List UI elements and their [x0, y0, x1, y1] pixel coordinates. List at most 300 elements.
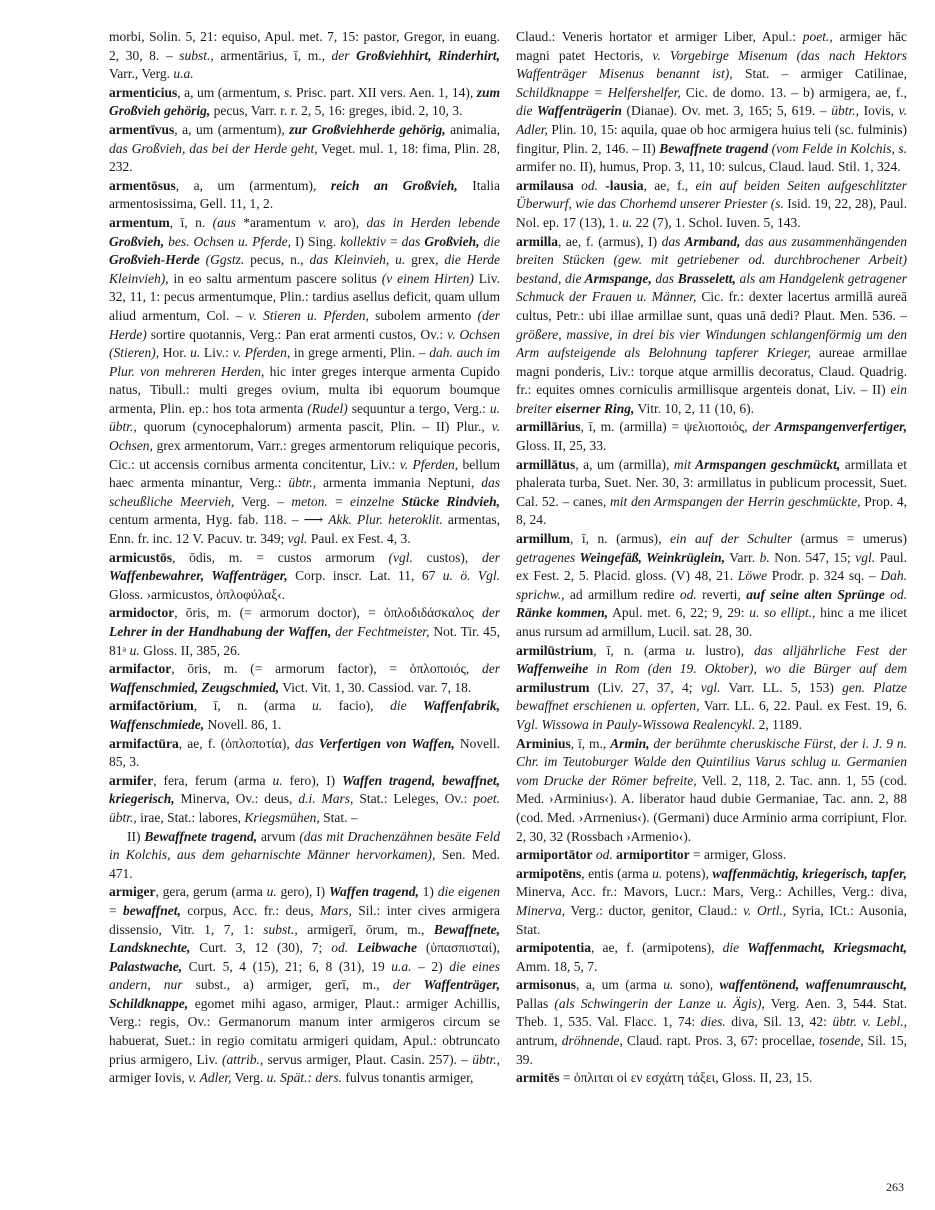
entry-text: u.	[190, 345, 201, 361]
entry-text: Verg. –	[234, 493, 292, 509]
entry-text: centum armenta, Hyg. fab. 118. – ⟶	[109, 512, 329, 528]
dictionary-entry	[109, 28, 500, 84]
entry-text: die eines andern, nur	[109, 958, 500, 993]
entry-text: , ōris, m. (= armorum doctor), = ὁπλοδιδάσκαλος	[174, 605, 482, 621]
entry-text: kollektiv	[340, 233, 386, 249]
entry-text: poet. übtr.,	[109, 791, 500, 825]
entry-text: u.	[312, 698, 323, 714]
entry-text: zum Großvieh gehörig,	[109, 84, 500, 119]
dictionary-entry	[516, 1069, 907, 1088]
entry-headword: armipotentia	[516, 940, 591, 956]
page-number: 263	[886, 1180, 904, 1194]
entry-text: die eigenen	[437, 884, 500, 900]
entry-text: poet.,	[802, 29, 833, 44]
entry-text: u.	[129, 642, 140, 658]
entry-text: Varr. LL. 6, 22. Paul. ex Fest. 19, 6.	[699, 698, 907, 714]
entry-text: lustro),	[695, 642, 755, 658]
entry-text: vgl.	[287, 531, 308, 547]
entry-text: , a, um (arma	[576, 977, 664, 993]
entry-text: getragenes	[516, 549, 576, 565]
entry-text: quorum (cynocephalorum) armenta pascit, Plin. – II) Plur.,	[136, 419, 492, 435]
entry-headword: armicustōs	[109, 549, 172, 565]
entry-text: , ae, f. (armus), I)	[558, 233, 662, 249]
entry-text: das Kleinvieh, u.	[309, 252, 406, 268]
entry-text: v. Vorgebirge Misenum (das nach Hektors Waffenträger Misenus benannt ist),	[516, 47, 907, 82]
entry-text: v. Ochsen,	[109, 419, 500, 454]
entry-text: übtr.,	[831, 103, 860, 119]
entry-text: , fera, ferum (arma	[153, 772, 273, 788]
entry-text: ein auf der Schulter	[669, 531, 793, 547]
entry-text: der	[392, 977, 411, 993]
entry-text: facio),	[322, 698, 391, 714]
entry-headword: armentīvus	[109, 121, 175, 137]
entry-text: Großvieh,	[109, 233, 165, 249]
entry-text: u. ö. Vgl.	[442, 568, 500, 584]
entry-text: die	[390, 698, 407, 714]
entry-text: die	[722, 940, 740, 956]
entry-text: (vom Felde in Kolchis, s.	[768, 140, 907, 156]
entry-text: größere, massive, in drei bis vier Windungen schlangenförmig um den Arm aufsteigende als Belohnung tapferer Krieger,	[516, 326, 907, 361]
entry-text: zur Großviehherde gehörig,	[289, 121, 446, 137]
entry-text: Armspangenverfertiger,	[770, 419, 907, 435]
entry-text: Verg.: ductor, genitor, Claud.:	[565, 902, 744, 918]
entry-text: vgl.	[700, 679, 721, 695]
entry-text: Stat.: Leleges, Ov.:	[353, 791, 474, 807]
entry-text: das	[661, 233, 681, 249]
entry-text: Novell. 86, 1.	[204, 716, 282, 732]
entry-headword: armentum	[109, 214, 170, 230]
entry-text: Weingefäß, Weinkrüglein,	[575, 549, 725, 565]
entry-text: Prisc. part. XII vers. Aen. 1, 14),	[292, 84, 477, 100]
entry-text: Bewaffnete, Landsknechte,	[109, 921, 500, 956]
entry-text: Waffenmacht, Kriegsmacht,	[739, 940, 907, 956]
entry-text: als am Handgelenk getragener Schmuck der Frauen u. Männer,	[516, 270, 907, 305]
dictionary-entry	[516, 456, 907, 530]
entry-text: Stücke Rindvieh,	[394, 493, 500, 509]
entry-text: egomet mihi agaso, armiger, Plaut.: armiger Achillis, Verg.: regis, Ov.: Germanorum manum inter armigeros circum se habuerat, Suet.: in regio comitatu armigeri quidam, Apul.: obtruncato prius armigero, Liv.	[109, 995, 500, 1067]
entry-text: Sen. Med. 471.	[109, 847, 500, 881]
entry-headword: armillārius	[516, 419, 581, 435]
entry-text: (der Herde)	[109, 307, 500, 342]
entry-headword: armilustrum	[516, 679, 590, 695]
entry-text: übtr. v. Lebl.,	[832, 1014, 907, 1030]
dictionary-entry	[516, 642, 907, 735]
entry-text: u.	[622, 214, 633, 230]
entry-text: Schildknappe = Helfershelfer,	[516, 84, 681, 100]
entry-text: v. Pferden,	[399, 456, 459, 472]
entry-text: u.a.	[173, 66, 194, 82]
entry-text: dies.	[700, 1014, 726, 1030]
entry-headword: armiportātor	[516, 847, 593, 863]
entry-text: u.	[652, 865, 663, 881]
entry-text: s.	[283, 84, 293, 100]
entry-text: animalia,	[445, 121, 500, 137]
entry-text: Liv. 32, 11, 1: pecus armentumque, Plin.: tardius asellus deficit, quam ullum aliud armentum, Col. –	[109, 270, 500, 323]
entry-text: =	[109, 902, 123, 918]
entry-text: pecus, n.,	[244, 252, 310, 268]
entry-text: Varr., Verg.	[109, 66, 174, 82]
entry-text: corpus, Acc. fr.: deus,	[180, 902, 320, 918]
entry-text: die	[479, 233, 500, 249]
entry-text: eiserner Ring,	[552, 400, 635, 416]
dictionary-entry	[109, 549, 500, 605]
entry-text: hic inter greges interque armenta Cupido natus, Tibull.: multi greges ovium, multa ibi equorum boumque armenta, Plin. ep.: hos tota armenta	[109, 363, 500, 416]
entry-text: das alljährliche Fest der	[754, 642, 907, 658]
dictionary-entry	[109, 121, 500, 177]
entry-text: v. Adler,	[188, 1070, 232, 1086]
entry-text: mit	[673, 456, 692, 472]
entry-text: armenta immania Neptuni,	[316, 475, 482, 491]
entry-text: gen. Platze bewaffnet erschienen u. opferten,	[516, 679, 907, 714]
entry-text: *aramentum	[235, 214, 319, 230]
entry-text: armillata et phalerata turba, Suet. Ner. 30, 3: armillatus in publicum processit, Suet. Cal. 52. – canes,	[516, 456, 907, 509]
entry-headword: armilausa	[516, 177, 574, 193]
entry-text: , ōris, m. (= armorum factor), = ὁπλοποιός,	[171, 661, 482, 677]
entry-text: das aus zusammenhängenden breiten Stücken (gew. mit getriebener od. durchbrochener Arbeit) bestand, die	[516, 233, 907, 286]
entry-text: Gloss. II, 385, 26.	[139, 642, 241, 658]
entry-text: einzelne	[350, 493, 395, 509]
entry-text: dah. auch im Plur. von mehreren Herden,	[109, 345, 500, 379]
entry-text: custos),	[412, 549, 482, 565]
entry-text: sono),	[673, 977, 720, 993]
entry-text: = ὁπλιται οἱ εν εσχάτη τάξει, Gloss. II, 23, 15.	[559, 1070, 813, 1086]
entry-text: (das mit Drachenzähnen besäte Feld in Kolchis, aus dem geharnischte Männer hervorkamen),	[109, 828, 500, 863]
entry-text: das	[651, 270, 675, 286]
entry-text: , ī, n. (arma	[593, 642, 686, 658]
entry-text: Waffenträgerin	[532, 103, 622, 119]
entry-headword: armiger	[109, 884, 156, 900]
entry-text: grex,	[405, 252, 445, 268]
entry-text: Armspange,	[581, 270, 652, 286]
entry-text: 22 (7), 1. Schol. Iuven. 5, 143.	[632, 214, 801, 230]
entry-text: Mars,	[320, 902, 352, 918]
entry-text: der Fechtmeister,	[331, 624, 430, 639]
entry-text: aureae armillae magni ponderis, Liv.: torque atque armillis decoratus, Claud. Quadrig. fr.: equites omnes corniculis armillisque argenteis donat, Liv. – II)	[516, 345, 907, 398]
entry-text: servus armiger, Plaut. Casin. 257). –	[263, 1051, 473, 1067]
entry-text: die	[516, 103, 533, 119]
entry-text: ad armillum redire	[564, 586, 680, 602]
entry-text: 1)	[418, 884, 438, 900]
entry-text: , ī, m.,	[570, 735, 611, 751]
entry-text: u. übtr.,	[109, 400, 500, 435]
entry-text: v. Adler,	[516, 103, 907, 137]
entry-text: Bewaffnete tragend,	[144, 828, 258, 844]
entry-text: Isid. 19, 22, 28), Paul. Nol. ep. 17 (13), 1.	[516, 196, 907, 230]
entry-headword: armillātus	[516, 456, 576, 472]
entry-text: der	[482, 661, 500, 677]
entry-text: Vict. Vit. 1, 30. Cassiod. var. 7, 18.	[279, 679, 472, 695]
entry-text: (attrib.,	[222, 1051, 264, 1067]
entry-text: Stat. –	[319, 809, 358, 825]
entry-text: Corp. inscr. Lat. 11, 67	[287, 568, 443, 584]
entry-text: Liv.:	[200, 345, 233, 361]
entry-text: in Rom (den 19. Oktober), wo die Bürger auf dem	[588, 661, 907, 677]
entry-text: diva, Sil. 13, 42:	[725, 1014, 833, 1030]
entry-text: Bewaffnete tragend	[659, 140, 769, 156]
entry-text: sortire quotannis, Verg.: Pan erat armenti custos, Ov.:	[146, 326, 448, 342]
dictionary-entry	[516, 865, 907, 939]
entry-text: , ae, f. (armipotens),	[591, 940, 723, 956]
entry-text: u.	[663, 977, 674, 993]
entry-text: waffentönend, waffenumrauscht,	[719, 977, 907, 993]
entry-text: Vell. 2, 118, 2. Tac. ann. 1, 55 (cod. Med. ›Arminius‹). A. liberator haud dubie Germaniae, Tac. ann. 2, 88 (cod. Med. ›Arrnenius‹). (Germani) duce Arminio arma corripiunt, Flor. 2, 30, 32 (Rossbach ›Armenio‹).	[516, 772, 907, 844]
entry-text: mit den Armspangen der Herrin geschmückte,	[610, 493, 861, 509]
entry-text: Cic. de domo. 13. – b) armigera, ae, f.,	[680, 84, 907, 100]
entry-text: v. Ortl.,	[743, 902, 787, 918]
entry-text: antrum,	[516, 1033, 562, 1049]
entry-text: Paul. ex Fest. 4, 3.	[307, 531, 411, 547]
entry-text: , ī, m. (armilla) = ψελιοποιός,	[580, 419, 753, 435]
entry-text: ein auf beiden Seiten aufgeschlitzter Überwurf, wie das Chorhemd unserer Priester (s.	[516, 177, 907, 212]
entry-text: hinc a me ilicet anus rursum ad armillum, Lucil. sat. 28, 30.	[516, 605, 907, 639]
entry-text: Plin. 10, 15: aquila, quae ob hoc armigera huius teli (sc. fulminis) fingitur, Plin. 2, 146. – II)	[516, 121, 907, 156]
entry-headword: armidoctor	[109, 605, 175, 621]
entry-text: aro),	[326, 214, 367, 230]
entry-text: od.	[679, 586, 697, 602]
entry-text: v.	[318, 214, 327, 230]
entry-text: Prop. 4, 8, 24.	[516, 493, 907, 528]
entry-text: =	[327, 493, 350, 509]
entry-text: tosende,	[818, 1033, 864, 1049]
entry-text: sequuntur a tergo, Verg.:	[347, 400, 490, 416]
entry-text: v. Stieren u. Pferden,	[248, 307, 369, 323]
entry-text: Waffenweihe	[516, 661, 589, 677]
entry-text: Brasselett,	[674, 270, 736, 286]
entry-text: Vitr. 10, 2, 11 (10, 6).	[634, 400, 754, 416]
dictionary-entry	[516, 939, 907, 976]
entry-headword: armilūstrium	[516, 642, 594, 658]
entry-text: Pallas	[516, 995, 555, 1011]
entry-text: armigerī, ōrum, m.,	[297, 921, 434, 937]
entry-text: Palastwache,	[109, 958, 183, 974]
entry-text	[574, 178, 581, 193]
entry-text: der	[752, 419, 771, 435]
entry-text: Sil.: inter cives armigera dissensio, Vitr. 1, 7, 1:	[109, 902, 500, 937]
dictionary-entry	[516, 846, 907, 865]
entry-text: Stat. – armiger Catilinae,	[732, 66, 907, 82]
dictionary-entry	[109, 828, 500, 884]
entry-text: Vgl. Wissowa in Pauly-Wissowa Realencykl.	[516, 716, 756, 732]
entry-text: od.	[884, 586, 907, 602]
entry-text: subolem armento	[368, 307, 478, 323]
dictionary-entry	[109, 883, 500, 1088]
entry-text: die Herde Kleinvieh),	[109, 252, 500, 286]
entry-text: 2, 1189.	[755, 716, 802, 732]
dictionary-entry	[109, 84, 500, 121]
entry-text: (Liv. 27, 37, 4;	[589, 679, 701, 695]
entry-text: Großvieh-Herde	[109, 252, 200, 268]
entry-headword: armifactor	[109, 661, 172, 677]
entry-text: fulvus tonantis armiger,	[342, 1070, 474, 1086]
entry-headword: armifer	[109, 772, 154, 788]
entry-text: od.	[595, 847, 613, 863]
entry-text: u.	[266, 884, 277, 900]
entry-text: Claud.: Veneris hortator et armiger Liber, Apul.:	[516, 29, 803, 44]
entry-text: der	[482, 549, 500, 565]
entry-text: Waffen tragend,	[328, 884, 419, 900]
entry-text: Großviehhirt, Rinderhirt,	[356, 47, 500, 63]
entry-text: Curt. 3, 12 (30), 7;	[190, 940, 332, 956]
entry-text: Prodr. p. 324 sq. –	[767, 568, 881, 584]
entry-text: Lehrer in der Handhabung der Waffen,	[109, 624, 332, 639]
entry-headword: -lausia	[597, 177, 644, 193]
entry-text: , ī, n.	[169, 214, 213, 230]
entry-headword: armenticius	[109, 84, 178, 100]
entry-text: Armband,	[680, 233, 741, 249]
entry-text: , ae, f.,	[643, 177, 696, 193]
dictionary-entry	[109, 660, 500, 697]
right-column	[516, 28, 907, 1178]
entry-text: Armin,	[610, 735, 650, 751]
entry-text: Gloss. II, 25, 33.	[516, 438, 607, 454]
entry-text: Verg.	[231, 1070, 267, 1086]
entry-text: in grege armenti, Plin. –	[290, 345, 430, 361]
entry-text: , ī, n. (armus),	[570, 531, 670, 547]
entry-text: Cic. fr.: dexter lacertus armillā aureā cultus, Petr.: ubi illae armillae sunt, quas unā dedi? Plaut. Men. 536. –	[516, 289, 907, 323]
entry-text: ein breiter	[516, 382, 907, 416]
entry-text: Gloss. ›armicustos, ὁπλοφύλαξ‹.	[109, 586, 286, 602]
entry-headword: armiportitor	[612, 847, 690, 863]
entry-text: (vgl.	[388, 549, 413, 565]
entry-headword: armipotēns	[516, 865, 582, 881]
entry-text: das in Herden lebende	[366, 214, 500, 230]
dictionary-entry	[516, 233, 907, 419]
entry-text: , ōdis, m. = custos armorum	[172, 549, 389, 565]
entry-text: Waffenfabrik, Waffenschmiede,	[109, 698, 500, 732]
entry-text: subst., a) armiger, gerī, m.,	[182, 977, 393, 993]
entry-text: in eo saltu armentum pascere solitus	[168, 270, 382, 286]
entry-text: u.a.	[391, 958, 412, 974]
entry-text: , a, um (armilla),	[575, 456, 674, 472]
entry-text: Kriegsmühen,	[244, 809, 320, 825]
entry-text: arvum	[257, 828, 300, 844]
entry-text: Waffenschmied, Zeugschmied,	[109, 679, 280, 695]
entry-text: u.	[272, 772, 283, 788]
entry-text: waffenmächtig, kriegerisch, tapfer,	[712, 865, 907, 881]
entry-text: Not. Tir. 45, 81ᵃ	[109, 624, 500, 658]
entry-text: Leibwache	[348, 940, 418, 956]
dictionary-entry	[516, 28, 907, 177]
entry-text: der	[482, 605, 500, 621]
entry-text: reich an Großvieh,	[330, 177, 458, 193]
entry-text: Curt. 5, 4 (15), 21; 6, 8 (31), 19	[182, 958, 392, 974]
entry-headword: armillum	[516, 531, 570, 547]
entry-text: pecus, Varr. r. r. 2, 5, 16: greges, ibid. 2, 10, 3.	[210, 103, 463, 119]
entry-text: armiger Iovis,	[109, 1070, 189, 1086]
entry-text: Varr.	[725, 549, 760, 565]
entry-text: bes. Ochsen u. Pferde,	[164, 233, 292, 249]
entry-text: der berühmte cheruskische Fürst, der i. J. 9 n. Chr. im Teutoburger Walde den Quintilius Varus schlug u. Germanien vom Drucke der Römer befreite,	[516, 735, 907, 788]
entry-text: Italia armentosissima, Gell. 11, 1, 2.	[109, 177, 500, 212]
entry-text: , entis (arma	[581, 865, 653, 881]
entry-text: II)	[127, 828, 145, 844]
entry-text: Non. 547, 15;	[769, 549, 856, 565]
entry-text: Syria, ICt.: Ausonia, Stat.	[516, 902, 907, 937]
entry-text: übtr.,	[472, 1051, 500, 1067]
dictionary-entry	[516, 530, 907, 642]
entry-text: meton.	[291, 493, 328, 509]
entry-text: =	[385, 233, 402, 249]
entry-headword: armisonus	[516, 977, 577, 993]
entry-text: d.i. Mars,	[298, 791, 354, 807]
left-column	[109, 28, 500, 1178]
entry-text: das	[401, 233, 421, 249]
entry-text: reverti,	[696, 586, 747, 602]
entry-headword: armifactūra	[109, 735, 179, 751]
entry-text: I) Sing.	[291, 233, 341, 249]
dictionary-entry	[109, 735, 500, 772]
entry-text: vgl.	[855, 549, 876, 565]
entry-text: das Großvieh, das bei der Herde geht,	[109, 140, 318, 156]
entry-text: Ränke kommen,	[516, 605, 609, 621]
entry-text: od.	[581, 177, 598, 193]
entry-text: Paul. ex Fest. 2, 5. Placid. gloss. (V) 48, 21.	[516, 549, 907, 584]
entry-text: der	[331, 47, 357, 63]
entry-text: , gera, gerum (arma	[155, 884, 267, 900]
entry-text: – 2)	[411, 958, 450, 974]
entry-text: subst.,	[263, 921, 298, 937]
dictionary-entry	[109, 697, 500, 734]
entry-text: auf seine alten Sprünge	[746, 586, 885, 602]
entry-text: u.	[685, 642, 696, 658]
entry-text: Verg. Aen. 3, 544. Stat. Theb. 1, 535. Val. Flacc. 1, 74:	[516, 995, 907, 1030]
dictionary-entry	[516, 735, 907, 847]
dictionary-entry	[109, 214, 500, 549]
entry-text: , ae, f. (ὁπλοποτία),	[178, 735, 295, 751]
entry-text: grex armentorum, Varr.: greges armentorum reliquique pecoris, Cic.: ut accensis cornibus armenta concitentur, Liv.:	[109, 438, 500, 472]
entry-text: v. Pferden,	[232, 345, 291, 361]
entry-text: Löwe	[737, 568, 768, 584]
entry-text: b.	[759, 549, 770, 565]
entry-headword: armifactōrium	[109, 698, 194, 714]
entry-text: irae, Stat.: labores,	[136, 809, 245, 825]
entry-text: Varr. LL. 5, 153)	[720, 679, 843, 695]
entry-text: potens),	[662, 865, 713, 881]
entry-text: fero), I)	[282, 772, 343, 788]
entry-text: Hor.	[159, 345, 191, 361]
entry-text: Minerva, Acc. fr.: Mavors, Lucr.: Mars, Verg.: Achilles, Verg.: diva,	[516, 884, 907, 900]
entry-text: Iovis,	[859, 103, 899, 119]
dictionary-entry	[516, 976, 907, 1069]
entry-text: , a, um (armentum),	[174, 121, 290, 137]
dictionary-entry	[516, 177, 907, 233]
entry-text: armentas, Enn. fr. inc. 12 V. Pacuv. tr. 349;	[109, 512, 500, 547]
entry-text: Akk. Plur. heteroklit.	[328, 512, 443, 528]
entry-text: (Rudel)	[307, 400, 348, 416]
dictionary-entry	[109, 772, 500, 828]
entry-text: morbi, Solin. 5, 21: equiso, Apul. met. 7, 15: pastor, Gregor, in euang. 2, 30, 8. –	[109, 29, 500, 63]
entry-text: , ī, n. (arma	[193, 698, 312, 714]
entry-headword: Arminius	[516, 735, 571, 751]
entry-text: Waffen tragend, bewaffnet, kriegerisch,	[109, 772, 500, 807]
entry-text: armifer no. II), humus, Prop. 3, 11, 10: sulcus, Claud. laud. Stil. 1, 324.	[516, 159, 901, 175]
entry-text: armiger hāc magni patet Hectoris,	[516, 29, 907, 63]
entry-text: u. Spät.: ders.	[266, 1070, 342, 1086]
entry-text: = armiger, Gloss.	[689, 847, 787, 863]
entry-text: dröhnende,	[561, 1033, 623, 1049]
entry-text: Novell. 85, 3.	[109, 735, 500, 770]
entry-text: (Ggstz.	[199, 252, 245, 268]
entry-text: subst.,	[179, 47, 214, 63]
entry-text: (v einem Hirten)	[381, 270, 474, 286]
entry-text: Minerva,	[516, 902, 566, 918]
entry-text: Apul. met. 6, 22; 9, 29:	[608, 605, 750, 621]
entry-text: (aus	[212, 214, 236, 230]
entry-text: Sil. 15, 39.	[516, 1033, 907, 1067]
entry-text: gero), I)	[276, 884, 329, 900]
entry-text: übtr.,	[288, 475, 317, 491]
entry-text: , a, um (armentum),	[175, 177, 331, 193]
